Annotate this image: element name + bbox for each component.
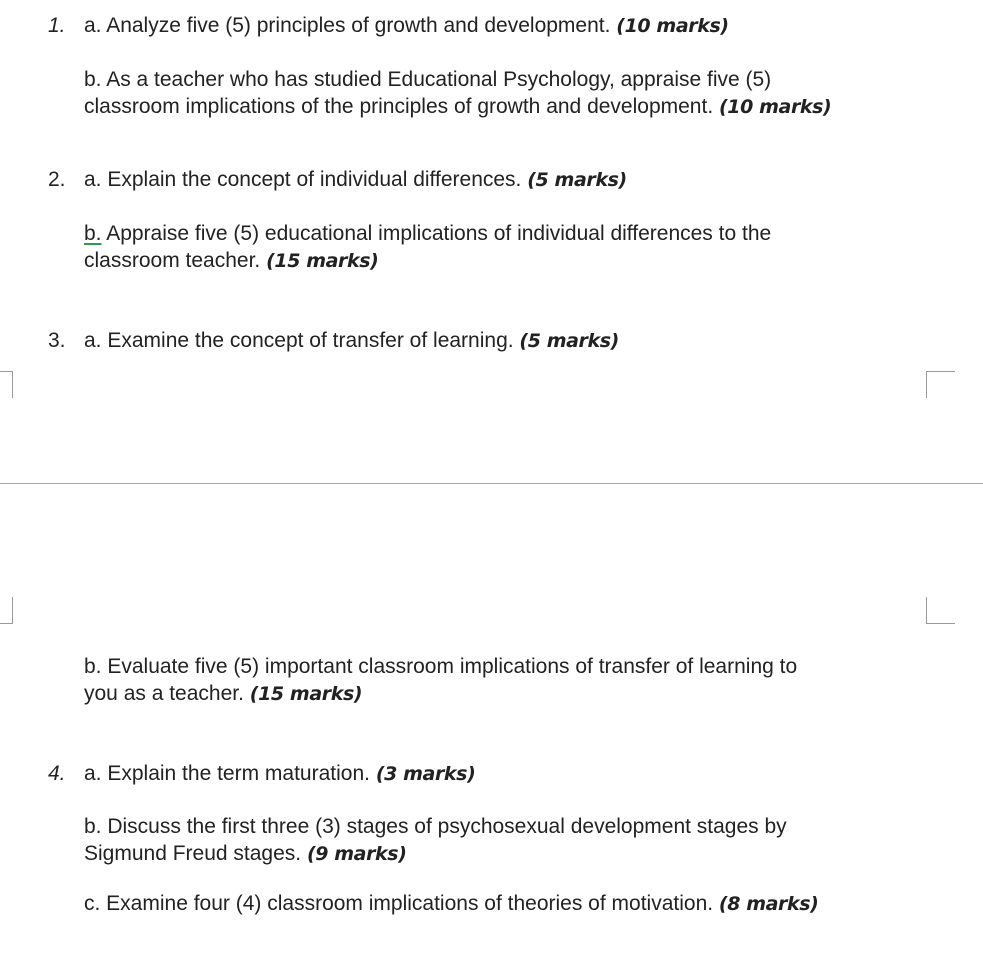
question-2b-line-1 xyxy=(84,220,771,247)
question-2a-text: a. Explain the concept of individual differences. xyxy=(84,168,528,191)
question-1b-text-1: b. As a teacher who has studied Educational Psychology, appraise five (5) xyxy=(84,68,772,91)
question-3a xyxy=(84,327,619,355)
question-2b-text-1: Appraise five (5) educational implications of individual differences to the xyxy=(101,222,772,245)
question-1b-marks: (10 marks) xyxy=(718,96,832,118)
question-1b-line-1 xyxy=(84,66,771,93)
question-3a-marks: (5 marks) xyxy=(519,330,619,352)
question-4a xyxy=(84,760,475,788)
question-2b-prefix: b. xyxy=(84,222,102,245)
question-4c-text: c. Examine four (4) classroom implications of theories of motivation. xyxy=(84,892,719,915)
question-2b-text-2: classroom teacher. xyxy=(84,249,267,272)
question-3b-marks: (15 marks) xyxy=(249,683,363,705)
page-corner-mark-bottom-left xyxy=(0,597,13,624)
question-4b-marks: (9 marks) xyxy=(306,843,407,865)
question-number-4: 4. xyxy=(48,762,66,785)
question-2a xyxy=(84,166,627,194)
question-2b-line-2 xyxy=(84,247,378,275)
question-number-1: 1. xyxy=(48,14,66,37)
question-3a-text: a. Examine the concept of transfer of learning. xyxy=(84,329,520,352)
question-3b-text-2: you as a teacher. xyxy=(84,682,250,705)
question-4a-text: a. Explain the term maturation. xyxy=(84,762,376,785)
question-1b-line-2 xyxy=(84,93,831,121)
question-2a-marks: (5 marks) xyxy=(527,169,627,191)
question-3b-line-1 xyxy=(84,653,797,680)
question-1a xyxy=(84,12,729,40)
question-4b-text-2: Sigmund Freud stages. xyxy=(84,842,307,865)
question-4c-marks: (8 marks) xyxy=(718,893,819,915)
question-4b-line-1 xyxy=(84,813,787,840)
question-number-2: 2. xyxy=(48,168,66,191)
question-number-3: 3. xyxy=(48,329,66,352)
page-corner-mark-top-left xyxy=(0,371,13,398)
question-4c xyxy=(84,890,818,918)
question-1b-text-2: classroom implications of the principles of growth and development. xyxy=(84,95,719,118)
page-corner-mark-top-right xyxy=(926,371,955,398)
question-1a-marks: (10 marks) xyxy=(616,15,729,37)
page-corner-mark-bottom-right xyxy=(926,597,955,624)
question-3b-line-2 xyxy=(84,680,362,708)
page-break-line xyxy=(0,483,983,484)
question-4b-line-2 xyxy=(84,840,407,868)
question-4b-text-1: b. Discuss the first three (3) stages of psychosexual development stages by xyxy=(84,815,787,838)
question-1a-text: a. Analyze five (5) principles of growth and development. xyxy=(84,14,617,37)
question-4a-marks: (3 marks) xyxy=(375,763,476,785)
question-2b-marks: (15 marks) xyxy=(266,250,379,272)
question-3b-text-1: b. Evaluate five (5) important classroom implications of transfer of learning to xyxy=(84,655,798,678)
